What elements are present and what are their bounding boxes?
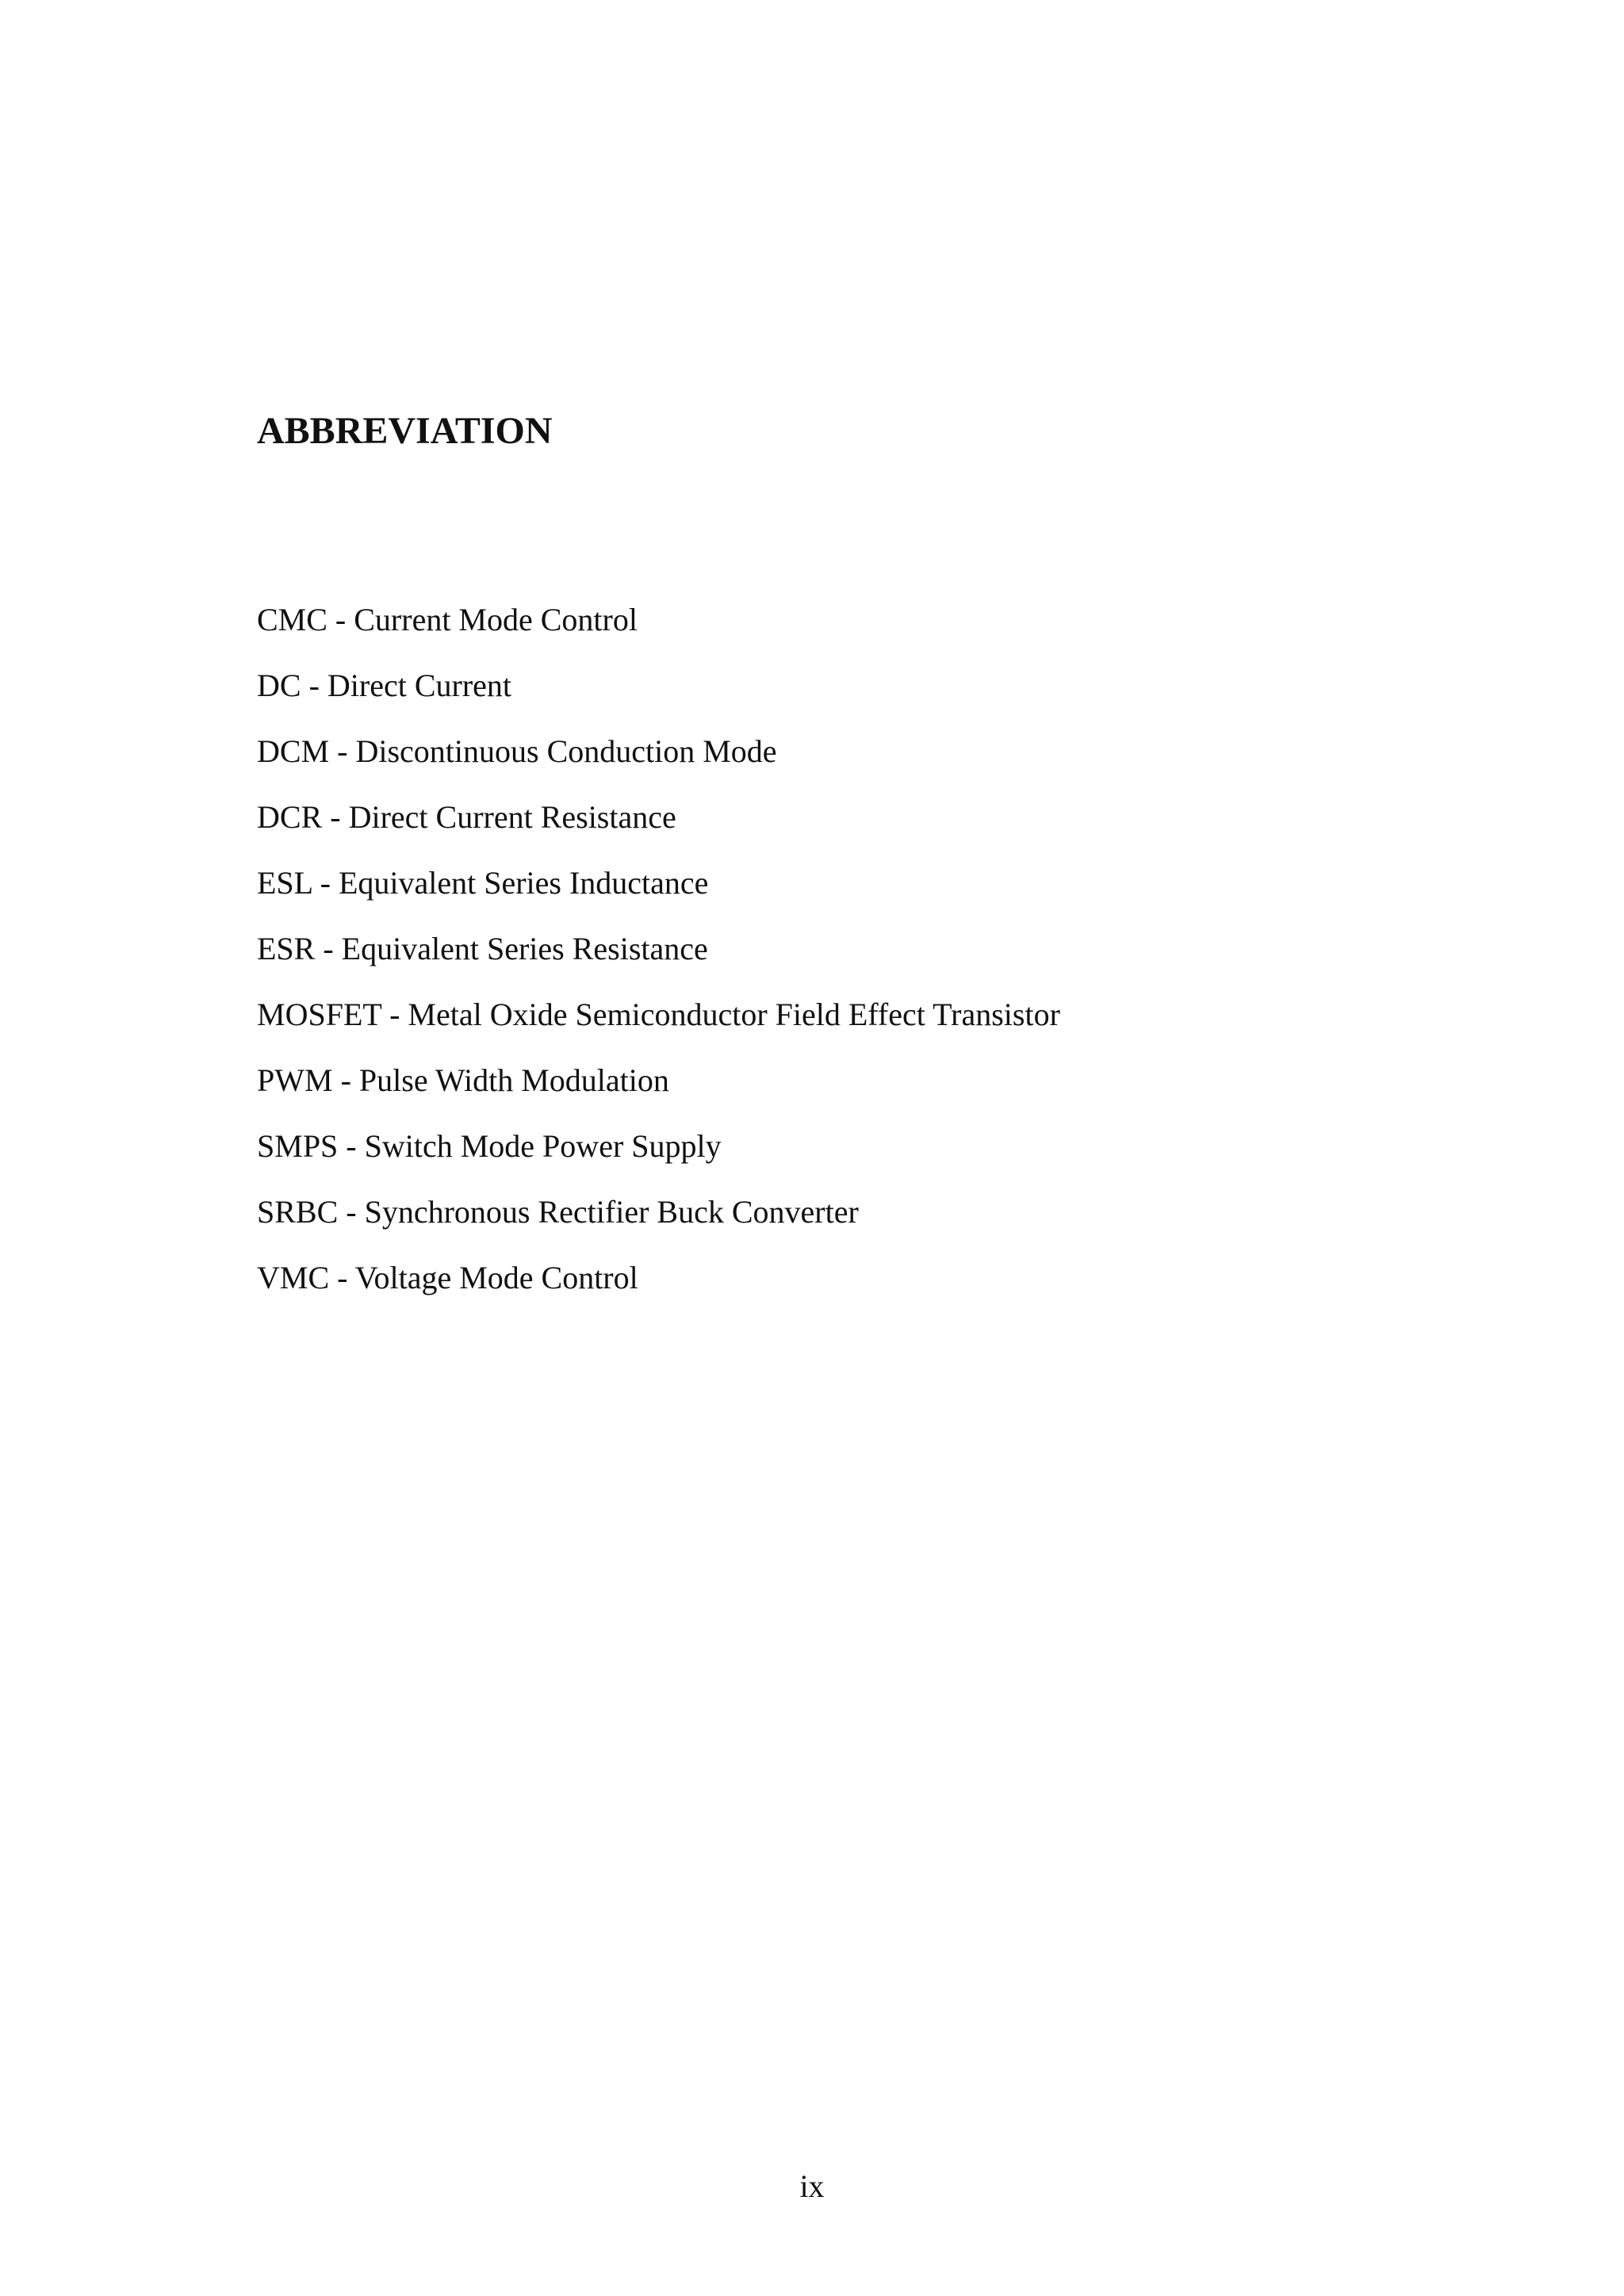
abbreviation-item: ESL - Equivalent Series Inductance xyxy=(257,865,709,901)
page-number: ix xyxy=(799,2168,825,2204)
abbreviation-item: DC - Direct Current xyxy=(257,668,512,703)
abbreviation-item: SRBC - Synchronous Rectifier Buck Converter xyxy=(257,1194,859,1230)
abbreviation-item: PWM - Pulse Width Modulation xyxy=(257,1062,669,1098)
section-heading: ABBREVIATION xyxy=(257,410,553,452)
abbreviation-item: SMPS - Switch Mode Power Supply xyxy=(257,1128,722,1164)
abbreviation-item: ESR - Equivalent Series Resistance xyxy=(257,931,708,966)
abbreviation-item: MOSFET - Metal Oxide Semiconductor Field Effect Transistor xyxy=(257,997,1060,1032)
abbreviation-item: DCM - Discontinuous Conduction Mode xyxy=(257,733,777,769)
abbreviation-item: VMC - Voltage Mode Control xyxy=(257,1260,638,1295)
abbreviation-item: CMC - Current Mode Control xyxy=(257,602,638,637)
abbreviation-list xyxy=(257,587,1060,1311)
abbreviation-item: DCR - Direct Current Resistance xyxy=(257,799,676,835)
